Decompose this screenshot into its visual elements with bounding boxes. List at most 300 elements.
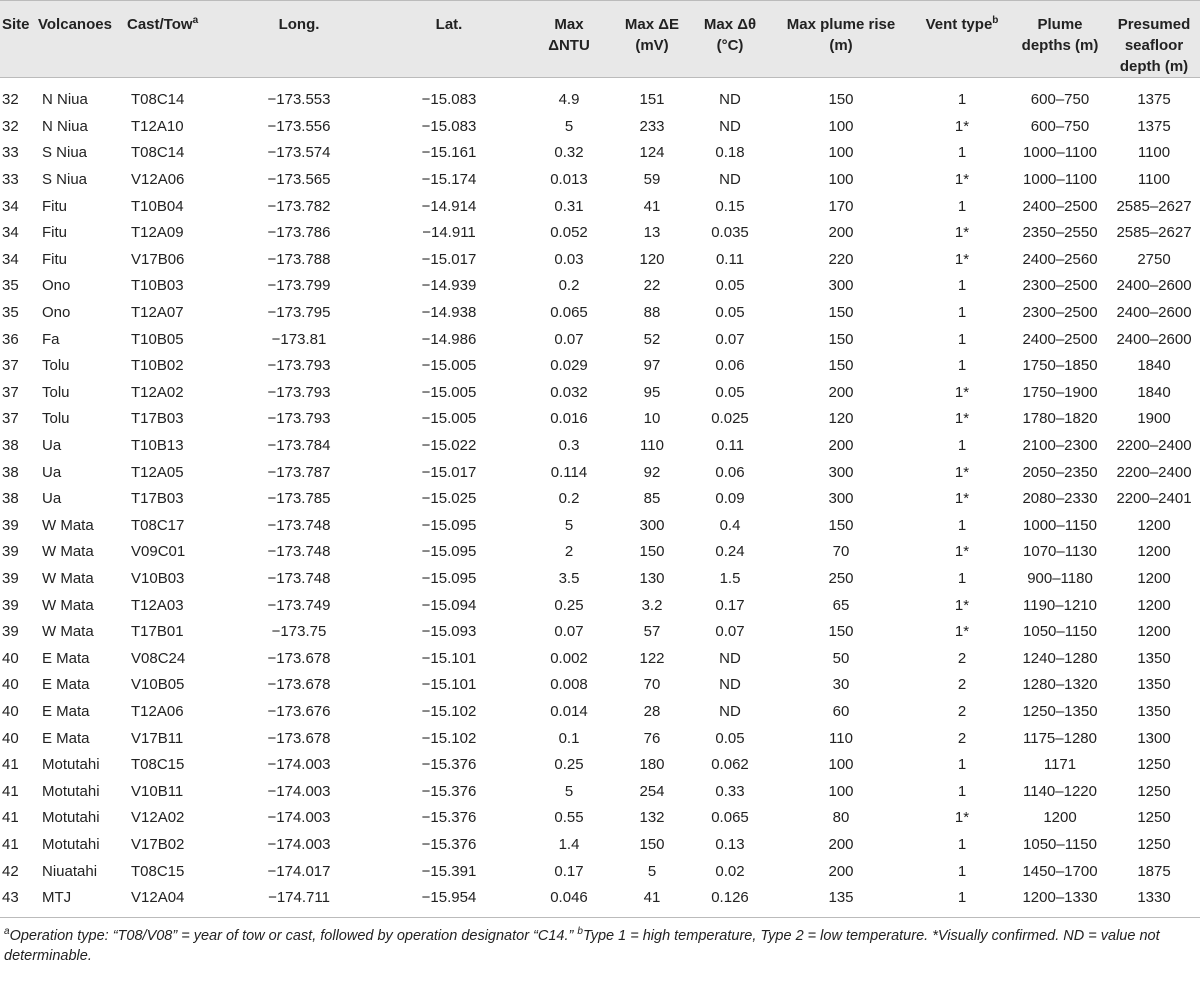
header-cast-tow: Cast/Tow$^a$ bbox=[125, 1, 224, 78]
cell-plume-depths: 1050–1150 bbox=[1023, 835, 1097, 853]
cell-max-plume-rise: 135 bbox=[770, 885, 912, 918]
cell-site: 39 bbox=[2, 569, 19, 587]
cell-vent-type: 1 bbox=[957, 516, 967, 534]
cell-site: 33 bbox=[2, 171, 19, 189]
cell-plume-depths: 1000–1100 bbox=[1023, 171, 1097, 189]
cell-volcano: Tolu bbox=[42, 383, 70, 401]
cell-max-de: 70 bbox=[643, 676, 661, 694]
cell-long: −173.81 bbox=[271, 330, 327, 348]
cell-volcano: Tolu bbox=[42, 357, 70, 375]
cell-long: −174.003 bbox=[267, 809, 331, 827]
cell-max-dtheta: 0.15 bbox=[715, 197, 745, 215]
cell-plume-depths: 1000–1100 bbox=[1023, 144, 1097, 162]
cell-long: −174.003 bbox=[267, 835, 331, 853]
table-row bbox=[0, 433, 1200, 460]
cell-max-ntu: 0.008 bbox=[550, 676, 588, 694]
cell-site: 43 bbox=[0, 885, 36, 918]
header-vent-type: Vent type$^b$ bbox=[912, 1, 1012, 78]
cell-lat: −15.025 bbox=[421, 490, 477, 508]
cell-cast-tow: T10B05 bbox=[131, 330, 184, 348]
cell-max-dtheta: 0.05 bbox=[715, 383, 745, 401]
cell-max-de: 132 bbox=[639, 809, 665, 827]
cell-max-plume-rise: 200 bbox=[828, 437, 854, 455]
cell-vent-type: 1 bbox=[957, 569, 967, 587]
cell-seafloor-depth: 1840 bbox=[1137, 357, 1171, 375]
cell-max-de: 95 bbox=[643, 383, 661, 401]
cell-plume-depths: 1200–1330 bbox=[1012, 885, 1108, 918]
cell-max-plume-rise: 100 bbox=[828, 171, 854, 189]
cell-seafloor-depth: 1250 bbox=[1137, 756, 1171, 774]
cell-volcano: E Mata bbox=[42, 649, 90, 667]
table-row bbox=[0, 406, 1200, 433]
cell-plume-depths: 1050–1150 bbox=[1023, 623, 1097, 641]
cell-max-de: 150 bbox=[639, 543, 665, 561]
cell-plume-depths: 2300–2500 bbox=[1022, 304, 1098, 322]
cell-seafloor-depth: 2585–2627 bbox=[1116, 197, 1192, 215]
table-row bbox=[0, 725, 1200, 752]
cell-max-dtheta: ND bbox=[719, 676, 741, 694]
cell-max-dtheta: 0.05 bbox=[715, 729, 745, 747]
cell-cast-tow: T10B02 bbox=[131, 357, 184, 375]
cell-cast-tow: V10B11 bbox=[131, 782, 184, 800]
cell-volcano: Tolu bbox=[42, 410, 70, 428]
cell-max-de: 300 bbox=[639, 516, 665, 534]
cell-vent-type: 1 bbox=[957, 835, 967, 853]
cell-max-de: 76 bbox=[643, 729, 661, 747]
cell-volcano: W Mata bbox=[42, 569, 94, 587]
cell-lat: −15.102 bbox=[421, 702, 477, 720]
cell-max-de: 3.2 bbox=[641, 596, 663, 614]
cell-max-dtheta: 0.24 bbox=[715, 543, 745, 561]
cell-max-ntu: 0.55 bbox=[554, 809, 584, 827]
cell-long: −173.785 bbox=[267, 490, 331, 508]
cell-long: −173.788 bbox=[267, 250, 331, 268]
cell-max-plume-rise: 100 bbox=[828, 782, 854, 800]
cell-seafloor-depth: 1840 bbox=[1137, 383, 1171, 401]
cell-site: 41 bbox=[2, 782, 19, 800]
cell-lat: −14.986 bbox=[421, 330, 477, 348]
cell-seafloor-depth: 1200 bbox=[1137, 623, 1171, 641]
cell-max-de: 120 bbox=[639, 250, 665, 268]
cell-cast-tow: T12A09 bbox=[131, 224, 184, 242]
table-row bbox=[0, 193, 1200, 220]
cell-vent-type: 2 bbox=[957, 676, 967, 694]
cell-max-plume-rise: 200 bbox=[828, 383, 854, 401]
cell-max-dtheta: 0.17 bbox=[715, 596, 745, 614]
cell-long: −173.748 bbox=[267, 569, 331, 587]
cell-max-plume-rise: 150 bbox=[828, 330, 854, 348]
cell-cast-tow: V10B03 bbox=[131, 569, 185, 587]
cell-lat: −15.005 bbox=[421, 357, 477, 375]
cell-plume-depths: 1750–1850 bbox=[1022, 357, 1098, 375]
cell-plume-depths: 2400–2560 bbox=[1022, 250, 1098, 268]
cell-cast-tow: T08C14 bbox=[131, 91, 185, 109]
cell-lat: −15.093 bbox=[421, 623, 477, 641]
table-row bbox=[0, 300, 1200, 327]
cell-cast-tow: T10B13 bbox=[131, 437, 184, 455]
cell-lat: −15.174 bbox=[421, 171, 477, 189]
cell-cast-tow: T08C14 bbox=[131, 144, 185, 162]
cell-site: 38 bbox=[2, 463, 19, 481]
cell-lat: −15.101 bbox=[421, 649, 477, 667]
cell-cast-tow: V12A02 bbox=[131, 809, 185, 827]
header-row bbox=[0, 1, 1200, 78]
cell-max-dtheta: 0.126 bbox=[690, 885, 770, 918]
cell-max-plume-rise: 100 bbox=[828, 756, 854, 774]
cell-lat: −14.911 bbox=[422, 224, 476, 242]
cell-lat: −15.095 bbox=[421, 543, 477, 561]
cell-seafloor-depth: 1900 bbox=[1137, 410, 1171, 428]
cell-max-de: 254 bbox=[639, 782, 665, 800]
cell-max-plume-rise: 80 bbox=[832, 809, 850, 827]
cell-seafloor-depth: 1250 bbox=[1137, 835, 1171, 853]
cell-max-dtheta: 0.06 bbox=[715, 357, 745, 375]
cell-max-dtheta: 0.062 bbox=[711, 756, 749, 774]
cell-max-ntu: 0.032 bbox=[550, 383, 588, 401]
cell-seafloor-depth: 1100 bbox=[1137, 144, 1171, 162]
cell-vent-type: 1 bbox=[957, 357, 967, 375]
cell-max-ntu: 0.25 bbox=[554, 596, 584, 614]
cell-seafloor-depth: 1375 bbox=[1137, 117, 1171, 135]
cell-max-plume-rise: 70 bbox=[832, 543, 850, 561]
cell-cast-tow: V12A04 bbox=[125, 885, 224, 918]
cell-plume-depths: 2400–2500 bbox=[1022, 330, 1098, 348]
header-max-de: Max ΔE (mV) bbox=[614, 1, 690, 78]
cell-max-dtheta: ND bbox=[719, 649, 741, 667]
cell-max-de: 85 bbox=[643, 490, 661, 508]
cell-lat: −15.102 bbox=[421, 729, 477, 747]
cell-seafloor-depth: 1330 bbox=[1108, 885, 1200, 918]
cell-lat: −15.095 bbox=[421, 569, 477, 587]
cell-max-plume-rise: 60 bbox=[832, 702, 850, 720]
cell-max-ntu: 5 bbox=[564, 117, 574, 135]
cell-lat: −15.017 bbox=[421, 250, 477, 268]
cell-plume-depths: 2400–2500 bbox=[1022, 197, 1098, 215]
cell-long: −173.678 bbox=[267, 649, 331, 667]
cell-max-ntu: 0.065 bbox=[550, 304, 588, 322]
cell-lat: −15.083 bbox=[421, 91, 477, 109]
cell-max-plume-rise: 100 bbox=[828, 144, 854, 162]
cell-long: −173.556 bbox=[267, 117, 331, 135]
cell-max-dtheta: 0.065 bbox=[711, 809, 749, 827]
cell-seafloor-depth: 2400–2600 bbox=[1116, 330, 1192, 348]
cell-site: 37 bbox=[2, 410, 19, 428]
cell-plume-depths: 2080–2330 bbox=[1022, 490, 1098, 508]
cell-seafloor-depth: 1200 bbox=[1137, 543, 1171, 561]
footnote-b-marker: b bbox=[577, 926, 583, 938]
cell-site: 39 bbox=[2, 516, 19, 534]
header-long: Long. bbox=[224, 1, 374, 78]
cell-site: 42 bbox=[2, 862, 19, 880]
table-row bbox=[0, 778, 1200, 805]
cell-max-dtheta: 0.06 bbox=[715, 463, 745, 481]
cell-long: −173.799 bbox=[267, 277, 331, 295]
cell-max-ntu: 0.052 bbox=[550, 224, 588, 242]
cell-plume-depths: 2050–2350 bbox=[1022, 463, 1098, 481]
cell-max-ntu: 0.03 bbox=[554, 250, 584, 268]
cell-vent-type: 1 bbox=[957, 782, 967, 800]
cell-long: −173.784 bbox=[267, 437, 331, 455]
cell-volcano: Ua bbox=[42, 437, 62, 455]
cell-volcano: N Niua bbox=[42, 91, 88, 109]
header-max-dtheta: Max Δθ (°C) bbox=[690, 1, 770, 78]
cell-site: 38 bbox=[2, 490, 19, 508]
cell-volcano: N Niua bbox=[42, 117, 88, 135]
cell-max-dtheta: 0.07 bbox=[715, 330, 745, 348]
table-row bbox=[0, 247, 1200, 274]
cell-long: −174.003 bbox=[267, 756, 331, 774]
cell-site: 34 bbox=[2, 197, 19, 215]
cell-site: 41 bbox=[2, 756, 19, 774]
cell-max-ntu: 0.1 bbox=[558, 729, 580, 747]
cell-site: 39 bbox=[2, 623, 19, 641]
cell-seafloor-depth: 1200 bbox=[1137, 569, 1171, 587]
cell-site: 40 bbox=[2, 702, 19, 720]
header-seafloor-depth: Presumed seafloor depth (m) bbox=[1108, 1, 1200, 78]
cell-long: −173.676 bbox=[267, 702, 331, 720]
cell-max-de: 41 bbox=[614, 885, 690, 918]
cell-lat: −14.939 bbox=[421, 277, 477, 295]
cell-lat: −15.101 bbox=[421, 676, 477, 694]
cell-lat: −15.376 bbox=[421, 756, 477, 774]
cell-plume-depths: 1171 bbox=[1043, 756, 1077, 774]
cell-long: −173.748 bbox=[267, 516, 331, 534]
cell-cast-tow: V09C01 bbox=[131, 543, 186, 561]
cell-volcano: Ono bbox=[42, 304, 71, 322]
cell-vent-type: 2 bbox=[957, 649, 967, 667]
table-row bbox=[0, 486, 1200, 513]
cell-max-plume-rise: 220 bbox=[828, 250, 854, 268]
cell-max-de: 124 bbox=[639, 144, 665, 162]
cell-seafloor-depth: 2400–2600 bbox=[1116, 277, 1192, 295]
cell-site: 33 bbox=[2, 144, 19, 162]
cell-max-ntu: 5 bbox=[564, 516, 574, 534]
cell-max-de: 92 bbox=[643, 463, 661, 481]
cell-long: −173.678 bbox=[267, 729, 331, 747]
cell-cast-tow: T17B03 bbox=[131, 410, 184, 428]
cell-max-de: 28 bbox=[643, 702, 661, 720]
cell-cast-tow: T17B01 bbox=[131, 623, 184, 641]
cell-site: 40 bbox=[2, 729, 19, 747]
cell-lat: −15.022 bbox=[421, 437, 477, 455]
cell-long: −173.793 bbox=[267, 410, 331, 428]
cell-lat: −15.376 bbox=[421, 782, 477, 800]
footnote-b-text: Type 1 = high temperature, Type 2 = low temperature. *Visually confirmed. ND = value not determinable. bbox=[4, 928, 1160, 965]
cell-vent-type: 1 bbox=[957, 197, 967, 215]
cell-plume-depths: 2100–2300 bbox=[1022, 437, 1098, 455]
cell-seafloor-depth: 1250 bbox=[1137, 782, 1171, 800]
cell-site: 34 bbox=[2, 224, 19, 242]
cell-max-plume-rise: 150 bbox=[828, 357, 854, 375]
cell-max-de: 5 bbox=[647, 862, 657, 880]
cell-site: 32 bbox=[2, 117, 19, 135]
cell-site: 38 bbox=[2, 437, 19, 455]
cell-max-dtheta: 0.4 bbox=[719, 516, 741, 534]
cell-cast-tow: T12A07 bbox=[131, 304, 184, 322]
cell-max-plume-rise: 30 bbox=[832, 676, 850, 694]
cell-max-dtheta: 0.33 bbox=[715, 782, 745, 800]
cell-volcano: Niuatahi bbox=[42, 862, 98, 880]
cell-plume-depths: 1175–1280 bbox=[1023, 729, 1097, 747]
cell-max-ntu: 0.029 bbox=[550, 357, 588, 375]
cell-seafloor-depth: 2200–2400 bbox=[1116, 437, 1192, 455]
header-max-ntu: Max ΔNTU bbox=[524, 1, 614, 78]
cell-max-plume-rise: 200 bbox=[828, 224, 854, 242]
cell-seafloor-depth: 2750 bbox=[1137, 250, 1171, 268]
cell-max-dtheta: 0.09 bbox=[715, 490, 745, 508]
cell-vent-type: 2 bbox=[957, 729, 967, 747]
cell-volcano: E Mata bbox=[42, 676, 90, 694]
cell-volcano: W Mata bbox=[42, 623, 94, 641]
cell-long: −174.003 bbox=[267, 782, 331, 800]
cell-seafloor-depth: 2585–2627 bbox=[1116, 224, 1192, 242]
cell-max-plume-rise: 300 bbox=[828, 277, 854, 295]
cell-max-ntu: 0.32 bbox=[554, 144, 584, 162]
cell-max-ntu: 0.002 bbox=[550, 649, 588, 667]
cell-volcano: Motutahi bbox=[42, 782, 100, 800]
cell-max-de: 10 bbox=[643, 410, 661, 428]
cell-cast-tow: T08C17 bbox=[131, 516, 185, 534]
cell-seafloor-depth: 1300 bbox=[1137, 729, 1171, 747]
table-row bbox=[0, 220, 1200, 247]
table-footnote bbox=[0, 918, 1200, 966]
cell-vent-type: 1* bbox=[954, 543, 970, 561]
cell-vent-type: 1* bbox=[954, 117, 970, 135]
cell-max-de: 110 bbox=[640, 437, 664, 455]
cell-seafloor-depth: 1200 bbox=[1137, 596, 1171, 614]
cell-volcano: Fitu bbox=[42, 250, 68, 268]
cell-volcano: W Mata bbox=[42, 596, 94, 614]
cell-max-dtheta: 0.07 bbox=[715, 623, 745, 641]
cell-vent-type: 1 bbox=[957, 144, 967, 162]
cell-site: 32 bbox=[2, 91, 19, 109]
cell-max-plume-rise: 150 bbox=[828, 516, 854, 534]
header-plume-depths: Plume depths (m) bbox=[1012, 1, 1108, 78]
table-row bbox=[0, 566, 1200, 593]
cell-vent-type: 1* bbox=[954, 171, 970, 189]
cell-max-plume-rise: 110 bbox=[829, 729, 853, 747]
cell-seafloor-depth: 2200–2401 bbox=[1116, 490, 1192, 508]
cell-volcano: S Niua bbox=[42, 171, 88, 189]
cell-max-plume-rise: 120 bbox=[828, 410, 854, 428]
cell-volcano: Fitu bbox=[42, 224, 68, 242]
cell-lat: −15.095 bbox=[421, 516, 477, 534]
cell-vent-type: 1* bbox=[954, 596, 970, 614]
table-row bbox=[0, 273, 1200, 300]
cell-seafloor-depth: 1350 bbox=[1137, 649, 1171, 667]
cell-lat: −15.376 bbox=[421, 835, 477, 853]
table-row bbox=[0, 885, 1200, 918]
cell-cast-tow: T10B04 bbox=[131, 197, 184, 215]
cell-max-ntu: 0.3 bbox=[558, 437, 580, 455]
cell-plume-depths: 1140–1220 bbox=[1023, 782, 1097, 800]
cell-vent-type: 1 bbox=[957, 277, 967, 295]
cell-max-dtheta: ND bbox=[719, 91, 741, 109]
cell-max-ntu: 3.5 bbox=[558, 569, 580, 587]
cell-long: −173.795 bbox=[267, 304, 331, 322]
cell-long: −173.793 bbox=[267, 383, 331, 401]
cell-max-plume-rise: 300 bbox=[828, 490, 854, 508]
cell-max-plume-rise: 200 bbox=[828, 862, 854, 880]
cell-site: 39 bbox=[2, 596, 19, 614]
cell-lat: −15.083 bbox=[421, 117, 477, 135]
cell-max-ntu: 0.07 bbox=[554, 623, 584, 641]
cell-seafloor-depth: 2400–2600 bbox=[1116, 304, 1192, 322]
cell-vent-type: 1 bbox=[957, 862, 967, 880]
table-row bbox=[0, 167, 1200, 194]
table-row bbox=[0, 619, 1200, 646]
cell-lat: −15.161 bbox=[421, 144, 477, 162]
cell-long: −174.017 bbox=[267, 862, 331, 880]
cell-max-ntu: 0.013 bbox=[550, 171, 588, 189]
cell-volcano: E Mata bbox=[42, 702, 90, 720]
cell-max-plume-rise: 170 bbox=[828, 197, 854, 215]
cell-long: −173.574 bbox=[267, 144, 331, 162]
cell-volcano: W Mata bbox=[42, 543, 94, 561]
cell-volcano: S Niua bbox=[42, 144, 88, 162]
cell-max-ntu: 0.114 bbox=[550, 463, 588, 481]
cell-max-de: 130 bbox=[639, 569, 665, 587]
cell-max-dtheta: ND bbox=[719, 171, 741, 189]
cell-cast-tow: T12A03 bbox=[131, 596, 184, 614]
cell-max-ntu: 0.31 bbox=[554, 197, 584, 215]
cell-site: 35 bbox=[2, 304, 19, 322]
table-row bbox=[0, 380, 1200, 407]
cell-max-de: 57 bbox=[643, 623, 661, 641]
cell-volcano: Motutahi bbox=[42, 835, 100, 853]
cell-max-dtheta: 0.11 bbox=[715, 250, 745, 268]
cell-max-dtheta: 0.02 bbox=[715, 862, 745, 880]
cell-plume-depths: 2350–2550 bbox=[1022, 224, 1098, 242]
cell-max-de: 52 bbox=[643, 330, 661, 348]
cell-plume-depths: 900–1180 bbox=[1027, 569, 1093, 587]
cell-long: −173.678 bbox=[267, 676, 331, 694]
cell-vent-type: 1 bbox=[912, 885, 1012, 918]
table-row bbox=[0, 645, 1200, 672]
cell-cast-tow: T10B03 bbox=[131, 277, 184, 295]
cell-volcano: E Mata bbox=[42, 729, 90, 747]
cell-cast-tow: T17B03 bbox=[131, 490, 184, 508]
cell-max-de: 97 bbox=[643, 357, 661, 375]
cell-max-plume-rise: 300 bbox=[828, 463, 854, 481]
cell-max-ntu: 2 bbox=[564, 543, 574, 561]
cell-vent-type: 1 bbox=[957, 437, 967, 455]
cell-volcano: Ua bbox=[42, 490, 62, 508]
table-row bbox=[0, 832, 1200, 859]
cell-long: −173.793 bbox=[267, 357, 331, 375]
footnote-a-marker: a bbox=[4, 926, 10, 938]
cell-vent-type: 1* bbox=[954, 410, 970, 428]
cell-long: −173.787 bbox=[267, 463, 331, 481]
table-row bbox=[0, 78, 1200, 114]
cell-max-dtheta: 0.13 bbox=[715, 835, 745, 853]
cell-volcano: Motutahi bbox=[42, 809, 100, 827]
cell-max-de: 150 bbox=[639, 835, 665, 853]
cell-max-de: 59 bbox=[643, 171, 661, 189]
cell-max-plume-rise: 200 bbox=[828, 835, 854, 853]
cell-plume-depths: 1250–1350 bbox=[1022, 702, 1098, 720]
cell-vent-type: 1 bbox=[957, 91, 967, 109]
cell-vent-type: 1* bbox=[954, 250, 970, 268]
header-lat: Lat. bbox=[374, 1, 524, 78]
cell-cast-tow: T08C15 bbox=[131, 862, 185, 880]
cell-max-dtheta: 1.5 bbox=[719, 569, 741, 587]
table-row bbox=[0, 539, 1200, 566]
cell-volcano: Ono bbox=[42, 277, 71, 295]
cell-seafloor-depth: 2200–2400 bbox=[1116, 463, 1192, 481]
footnote-a-text: Operation type: “T08/V08” = year of tow or cast, followed by operation designator “C14.” bbox=[9, 928, 578, 945]
cell-max-ntu: 0.016 bbox=[550, 410, 588, 428]
